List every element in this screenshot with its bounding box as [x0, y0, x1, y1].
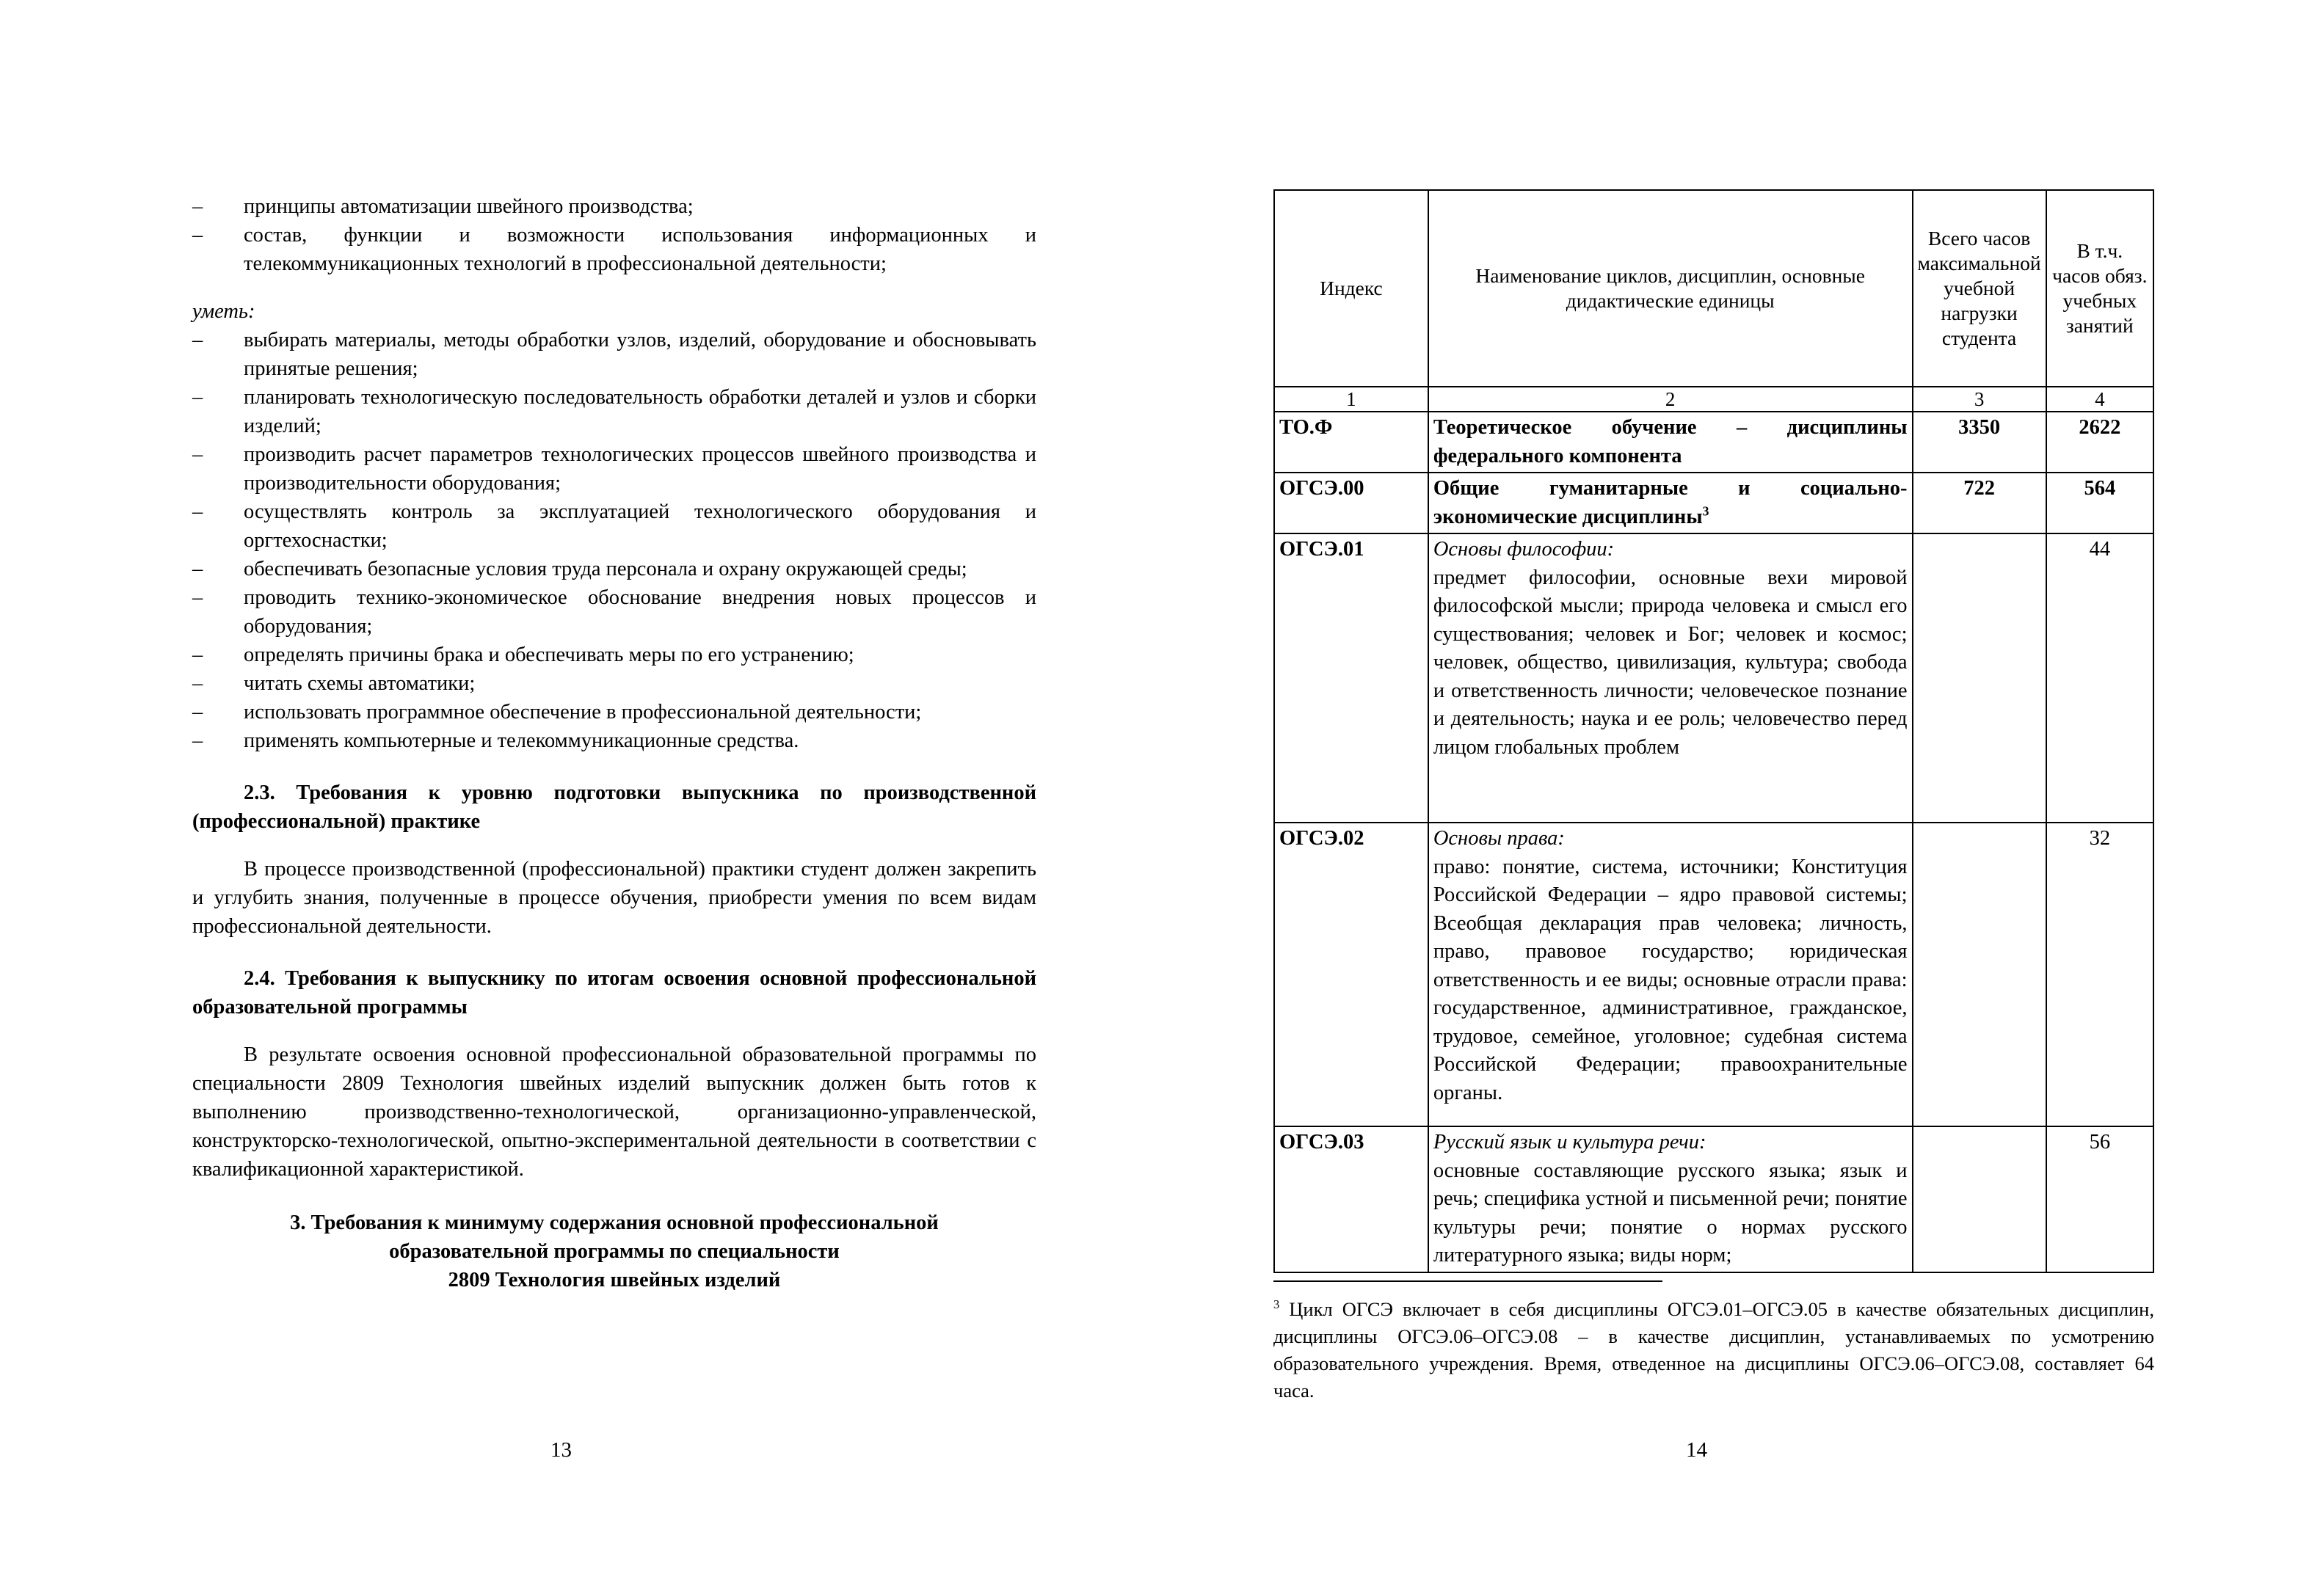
column-number-row	[1274, 387, 2153, 412]
column-number: 3	[1913, 387, 2046, 412]
table-row	[1274, 823, 2153, 1126]
skills-list	[192, 326, 1036, 755]
list-item: – производить расчет параметров технологических процессов швейного производства и производительности оборудования;	[192, 440, 1036, 498]
table-row	[1274, 533, 2153, 823]
row-required: 56	[2046, 1126, 2153, 1272]
footnote	[1273, 1296, 2154, 1404]
list-item: – читать схемы автоматики;	[192, 669, 1036, 698]
row-required: 2622	[2046, 412, 2153, 473]
section-2-4-text: В результате освоения основной профессиональной образовательной программы по специальности 2809 Технология швейных изделий выпускник должен быть готов к выполнению производственно-технологической, организационно-управленческой, конструкторско-технологической, опытно-экспериментальной деятельности в соответствии с квалификационной характеристикой.	[192, 1043, 1036, 1181]
column-number: 1	[1274, 387, 1428, 412]
list-item: – принципы автоматизации швейного производства;	[192, 192, 1036, 221]
footnote-reference: 3	[1702, 503, 1709, 518]
row-required: 44	[2046, 533, 2153, 823]
row-index: ОГСЭ.03	[1274, 1126, 1428, 1272]
row-total	[1913, 1126, 2046, 1272]
header-total: Всего часов максимальной учебной нагрузки студента	[1913, 190, 2046, 387]
list-item: – определять причины брака и обеспечивать меры по его устранению;	[192, 641, 1036, 669]
row-title: Общие гуманитарные и социально-экономические дисциплины	[1433, 477, 1908, 528]
section-3-line: образовательной программы по специальности	[389, 1240, 840, 1263]
left-page-text	[192, 192, 1036, 1294]
footnote-mark: 3	[1273, 1297, 1280, 1312]
section-2-4-heading: 2.4. Требования к выпускнику по итогам освоения основной профессиональной образовательной программы	[192, 967, 1036, 1019]
knowledge-list	[192, 192, 1036, 278]
page-number: 13	[550, 1438, 572, 1462]
table-row	[1274, 412, 2153, 473]
row-required: 32	[2046, 823, 2153, 1126]
list-item: – обеспечивать безопасные условия труда персонала и охрану окружающей среды;	[192, 555, 1036, 583]
list-item: – проводить технико-экономическое обоснование внедрения новых процессов и оборудования;	[192, 583, 1036, 641]
table-row	[1274, 473, 2153, 533]
row-required: 564	[2046, 473, 2153, 533]
table-row	[1274, 1126, 2153, 1272]
table-header-row	[1274, 190, 2153, 387]
row-title: Русский язык и культура речи:	[1433, 1131, 1706, 1154]
list-item: – осуществлять контроль за эксплуатацией технологического оборудования и оргтехоснастки;	[192, 498, 1036, 555]
row-total: 3350	[1913, 412, 2046, 473]
row-content: основные составляющие русского языка; язык и речь; специфика устной и письменной речи; понятие культуры речи; понятие о нормах русского литературного языка; виды норм;	[1433, 1159, 1908, 1267]
right-page	[1156, 0, 2312, 1596]
row-index: ОГСЭ.02	[1274, 823, 1428, 1126]
section-2-3-heading: 2.3. Требования к уровню подготовки выпускника по производственной (профессиональной) практике	[192, 781, 1036, 833]
header-required: В т.ч. часов обяз. учебных занятий	[2046, 190, 2153, 387]
section-3-heading	[192, 1209, 1036, 1294]
row-total	[1913, 823, 2046, 1126]
row-total	[1913, 533, 2046, 823]
column-number: 4	[2046, 387, 2153, 412]
list-item: – выбирать материалы, методы обработки узлов, изделий, оборудование и обосновывать принятые решения;	[192, 326, 1036, 383]
header-name: Наименование циклов, дисциплин, основные дидактические единицы	[1428, 190, 1913, 387]
section-2-3-text: В процессе производственной (профессиональной) практики студент должен закрепить и углубить знания, полученные в процессе обучения, приобрести умения по всем видам профессиональной деятельности.	[192, 858, 1036, 938]
header-index: Индекс	[1274, 190, 1428, 387]
list-item: – состав, функции и возможности использования информационных и телекоммуникационных технологий в профессиональной деятельности;	[192, 221, 1036, 278]
row-title: Основы права:	[1433, 827, 1565, 850]
skills-label: уметь:	[192, 300, 255, 323]
section-3-line: 3. Требования к минимуму содержания основной профессиональной	[290, 1211, 939, 1234]
row-title: Основы философии:	[1433, 538, 1615, 561]
row-description	[1428, 823, 1913, 1126]
row-index: ОГСЭ.00	[1274, 473, 1428, 533]
section-3-line: 2809 Технология швейных изделий	[448, 1269, 781, 1291]
row-title: Теоретическое обучение – дисциплины федерального компонента	[1428, 412, 1913, 473]
row-content: право: понятие, система, источники; Конституция Российской Федерации – ядро правовой системы; Всеобщая декларация прав человека; личность, право, правовое государство; юридическая ответственность и ее виды; основные отрасли права: государственное, административное, гражданское, трудовое, семейное, уголовное; судебная система Российской Федерации; правоохранительные органы.	[1433, 855, 1908, 1104]
row-content: предмет философии, основные вехи мировой философской мысли; природа человека и смысл его существования; человек и Бог; человек и космос; человек, общество, цивилизация, культура; свобода и ответственность личности; человеческое познание и деятельность; наука и ее роль; человечество перед лицом глобальных проблем	[1433, 566, 1908, 759]
list-item: – применять компьютерные и телекоммуникационные средства.	[192, 726, 1036, 755]
row-title-cell	[1428, 473, 1913, 533]
row-description	[1428, 1126, 1913, 1272]
list-item: – использовать программное обеспечение в профессиональной деятельности;	[192, 698, 1036, 726]
row-description	[1428, 533, 1913, 823]
column-number: 2	[1428, 387, 1913, 412]
footnote-separator	[1273, 1280, 1662, 1282]
page-number: 14	[1686, 1438, 1707, 1462]
list-item: – планировать технологическую последовательность обработки деталей и узлов и сборки изделий;	[192, 383, 1036, 440]
curriculum-table	[1273, 189, 2154, 1273]
row-total: 722	[1913, 473, 2046, 533]
row-index: ТО.Ф	[1274, 412, 1428, 473]
footnote-text: Цикл ОГСЭ включает в себя дисциплины ОГСЭ.01–ОГСЭ.05 в качестве обязательных дисциплин, дисциплины ОГСЭ.06–ОГСЭ.08 – в качестве дисциплин, устанавливаемых по усмотрению образовательного учреждения. Время, отведенное на дисциплины ОГСЭ.06–ОГСЭ.08, составляет 64 часа.	[1273, 1298, 2154, 1402]
row-index: ОГСЭ.01	[1274, 533, 1428, 823]
